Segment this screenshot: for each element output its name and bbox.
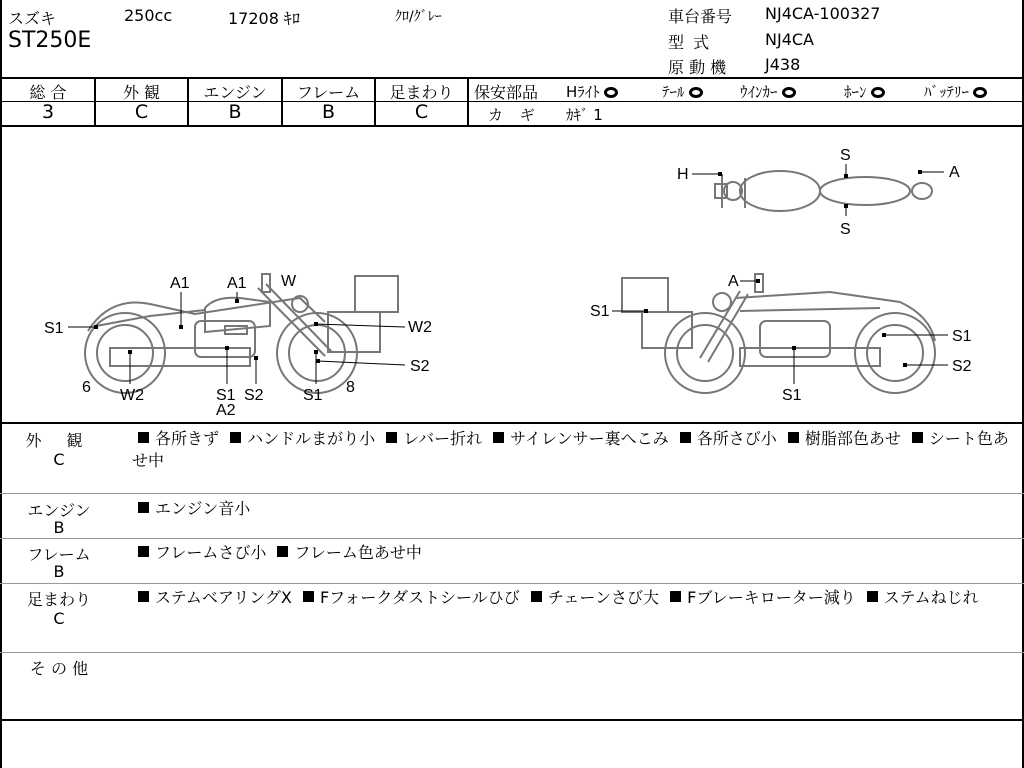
remark-divider (0, 493, 1024, 494)
motorcycle-diagram-svg (0, 126, 1024, 422)
grade-label-engine: エンジン (203, 83, 267, 102)
grade-value-suspension: C (414, 101, 429, 123)
remark-item: Fブレーキローター減り (687, 588, 861, 607)
label-S1-right: S1 (590, 303, 610, 320)
safety-item-label: ﾎｰﾝ (844, 83, 867, 101)
maker-name: スズキ (8, 9, 57, 28)
bike-right-view (622, 274, 935, 393)
bullet-icon (386, 432, 397, 443)
remark-grade-suspension: C (53, 609, 65, 628)
safety-item-battery (924, 81, 991, 102)
frame-no: NJ4CA-100327 (765, 4, 881, 23)
label-S1-right-2: S1 (952, 328, 972, 345)
bullet-icon (912, 432, 923, 443)
diagram-bottom-line (0, 422, 1024, 424)
remark-item: ステムベアリングX (155, 588, 297, 607)
grade-value-engine: B (228, 101, 242, 123)
ok-circle-icon (973, 87, 987, 98)
bullet-icon (680, 432, 691, 443)
remark-item: フレームさび小 (155, 543, 272, 562)
safety-item-label: ﾃｰﾙ (662, 83, 685, 101)
remark-item: チェーンさび大 (547, 588, 665, 607)
diagram-labels (44, 147, 972, 419)
remarks-bottom-line (0, 719, 1024, 721)
safety-item-label: ﾊﾞｯﾃﾘｰ (924, 83, 970, 101)
label-8-left: 8 (346, 379, 355, 396)
safety-item-winker (740, 81, 800, 102)
remark-items-exterior (132, 428, 1012, 472)
label-A-top: A (949, 164, 960, 181)
label-A2-left: A2 (216, 402, 236, 419)
label-S2-left-2: S2 (244, 387, 264, 404)
bullet-icon (138, 502, 149, 513)
remark-item: レバー折れ (403, 429, 488, 448)
remark-grade-frame: B (53, 562, 65, 581)
header-divider (0, 77, 1024, 79)
safety-item-tail (662, 81, 707, 102)
remark-divider (0, 583, 1024, 584)
bullet-icon (303, 591, 314, 602)
label-S1-left: S1 (44, 320, 64, 337)
bullet-icon (230, 432, 241, 443)
safety-title: 保安部品 (474, 83, 539, 102)
remark-grade-engine: B (53, 518, 65, 537)
grade-label-exterior: 外 観 (122, 83, 161, 102)
label-A1-left-2: A1 (227, 275, 247, 292)
label-W2-left: W2 (408, 319, 432, 336)
bullet-icon (277, 546, 288, 557)
leader-lines (68, 164, 948, 384)
bullet-icon (788, 432, 799, 443)
grade-divider (467, 78, 469, 126)
remark-grade-exterior: C (53, 450, 65, 469)
ok-circle-icon (782, 87, 796, 98)
label-S-top-2: S (840, 221, 851, 238)
bullet-icon (670, 591, 681, 602)
remark-items-engine (132, 498, 1012, 520)
label-S2-left: S2 (410, 358, 430, 375)
grade-label-overall: 総 合 (29, 83, 67, 102)
remark-item: エンジン音小 (155, 499, 251, 518)
type-label: 型 式 (668, 33, 712, 52)
label-S1-right-3: S1 (782, 387, 802, 404)
remark-items-frame (132, 542, 1012, 564)
label-A1-left: A1 (170, 275, 190, 292)
safety-item-horn (844, 81, 889, 102)
label-6-left: 6 (82, 379, 91, 396)
bullet-icon (531, 591, 542, 602)
engine-value: J438 (765, 55, 801, 74)
grade-label-frame: フレーム (296, 83, 361, 102)
remark-item: フレーム色あせ中 (294, 543, 422, 562)
bullet-icon (138, 432, 149, 443)
remark-item: サイレンサー裏へこみ (510, 429, 674, 448)
frame-no-label: 車台番号 (668, 7, 733, 26)
remark-category-frame: フレーム (27, 545, 91, 564)
safety-item-label: Hﾗｲﾄ (566, 83, 600, 101)
model-name: ST250E (8, 28, 92, 53)
remark-category-suspension: 足まわり (26, 590, 91, 609)
remark-item: ハンドルまがり小 (247, 429, 381, 448)
grade-value-overall: 3 (41, 101, 55, 123)
remark-category-other: そ の 他 (29, 659, 89, 678)
grade-value-frame: B (321, 101, 336, 123)
remark-item: シート色あせ中 (132, 429, 1009, 470)
remark-items-suspension (132, 587, 1012, 609)
label-W-left: W (281, 273, 297, 290)
key-value: ｶｷﾞ 1 (566, 106, 603, 124)
mileage: 17208 ｷﾛ (228, 9, 300, 28)
remark-item: ステムねじれ (883, 588, 979, 607)
bike-top-view (715, 171, 932, 211)
damage-markers (94, 170, 922, 367)
remark-item: Fフォークダストシールひび (319, 588, 525, 607)
label-S2-right: S2 (952, 358, 972, 375)
label-S-top: S (840, 147, 851, 164)
remark-item: 樹脂部色あせ (804, 429, 906, 448)
color: ｸﾛ/ｸﾞﾚｰ (395, 9, 442, 25)
remark-divider (0, 538, 1024, 539)
engine-label: 原 動 機 (668, 58, 727, 77)
label-W2-left-2: W2 (120, 387, 144, 404)
remark-category-exterior: 外 観 (25, 431, 93, 450)
bullet-icon (138, 591, 149, 602)
label-S1-left-2: S1 (216, 387, 236, 404)
remark-item: 各所きず (155, 429, 225, 448)
key-label: カ ギ (488, 106, 541, 124)
safety-item-label: ｳｲﾝｶｰ (740, 83, 778, 101)
bullet-icon (493, 432, 504, 443)
label-S1-left-3: S1 (303, 387, 323, 404)
label-A-right: A (728, 273, 739, 290)
remark-item: 各所さび小 (696, 429, 782, 448)
remark-category-engine: エンジン (27, 501, 91, 520)
ok-circle-icon (604, 87, 618, 98)
remark-divider (0, 652, 1024, 653)
bullet-icon (867, 591, 878, 602)
damage-diagram (0, 126, 1024, 422)
bullet-icon (138, 546, 149, 557)
label-H-top: H (677, 166, 689, 183)
type-value: NJ4CA (765, 30, 814, 49)
grade-label-suspension: 足まわり (389, 83, 454, 102)
ok-circle-icon (871, 87, 885, 98)
grade-value-exterior: C (134, 101, 149, 123)
safety-item-headlight (566, 81, 622, 102)
displacement: 250cc (124, 6, 173, 25)
ok-circle-icon (689, 87, 703, 98)
